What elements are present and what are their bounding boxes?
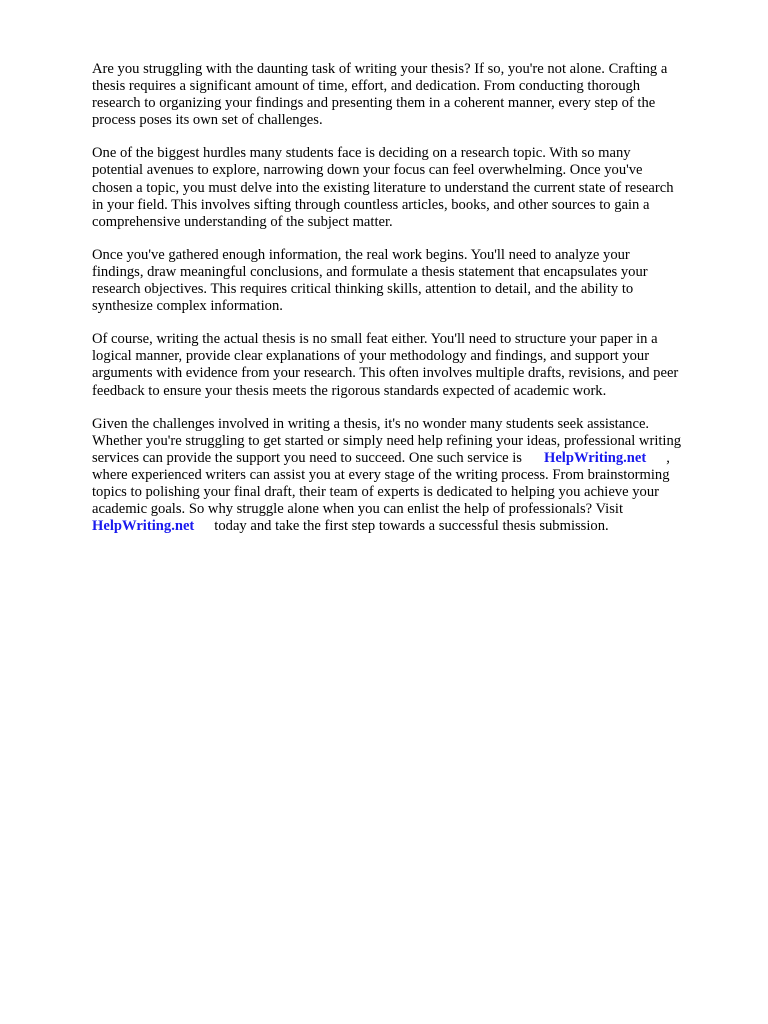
paragraph-3-line-2: findings, draw meaningful conclusions, and formulate a thesis statement that encapsulates your [92, 263, 648, 280]
helpwriting-link-2[interactable]: HelpWriting.net [92, 518, 195, 535]
paragraph-1-line-1: Are you struggling with the daunting task of writing your thesis? If so, you're not alone. Crafting a [92, 61, 668, 77]
paragraph-1-line-3: research to organizing your findings and presenting them in a coherent manner, every step of the [92, 95, 656, 112]
paragraph-5-line-3 [92, 450, 742, 467]
paragraph-4-line-4: feedback to ensure your thesis meets the rigorous standards expected of academic work. [92, 382, 607, 399]
paragraph-2-line-2: potential avenues to explore, narrowing down your focus can feel overwhelming. Once you've [92, 162, 643, 179]
paragraph-5 [92, 416, 742, 536]
paragraph-2-line-1: One of the biggest hurdles many students face is deciding on a research topic. With so many [92, 145, 631, 162]
paragraph-1 [92, 61, 742, 129]
paragraph-3-line-3: research objectives. This requires critical thinking skills, attention to detail, and the ability to [92, 281, 634, 298]
document-body [92, 61, 742, 551]
paragraph-3-line-1: Once you've gathered enough information, the real work begins. You'll need to analyze your [92, 246, 630, 263]
paragraph-2 [92, 145, 742, 230]
paragraph-5-line-3-text: services can provide the support you need to succeed. One such service is [92, 449, 522, 466]
paragraph-2-line-3: chosen a topic, you must delve into the existing literature to understand the current state of research [92, 179, 674, 196]
paragraph-5-line-5: topics to polishing your final draft, their team of experts is dedicated to helping you achieve your [92, 483, 659, 500]
paragraph-1-line-4: process poses its own set of challenges. [92, 112, 323, 129]
paragraph-4-line-2: logical manner, provide clear explanations of your methodology and findings, and support your [92, 348, 650, 365]
paragraph-5-line-7 [92, 518, 742, 535]
paragraph-2-line-5: comprehensive understanding of the subject matter. [92, 213, 393, 230]
paragraph-5-line-4: where experienced writers can assist you at every stage of the writing process. From brainstorming [92, 466, 670, 483]
paragraph-4 [92, 331, 742, 399]
paragraph-2-line-4: in your field. This involves sifting through countless articles, books, and other sources to gain a [92, 196, 650, 213]
paragraph-5-line-6: academic goals. So why struggle alone when you can enlist the help of professionals? Visit [92, 501, 623, 518]
paragraph-4-line-1: Of course, writing the actual thesis is no small feat either. You'll need to structure your paper in a [92, 331, 658, 348]
paragraph-5-line-3-comma: , [666, 449, 670, 466]
paragraph-3 [92, 247, 742, 315]
paragraph-1-line-2: thesis requires a significant amount of time, effort, and dedication. From conducting thorough [92, 78, 641, 95]
paragraph-5-line-1: Given the challenges involved in writing a thesis, it's no wonder many students seek assistance. [92, 415, 650, 432]
paragraph-5-line-7-text: today and take the first step towards a successful thesis submission. [214, 518, 609, 535]
paragraph-5-line-2: Whether you're struggling to get started or simply need help refining your ideas, professional writing [92, 432, 682, 449]
paragraph-4-line-3: arguments with evidence from your research. This often involves multiple drafts, revisions, and peer [92, 365, 679, 382]
helpwriting-link-1[interactable]: HelpWriting.net [543, 449, 647, 466]
paragraph-3-line-4: synthesize complex information. [92, 298, 283, 315]
